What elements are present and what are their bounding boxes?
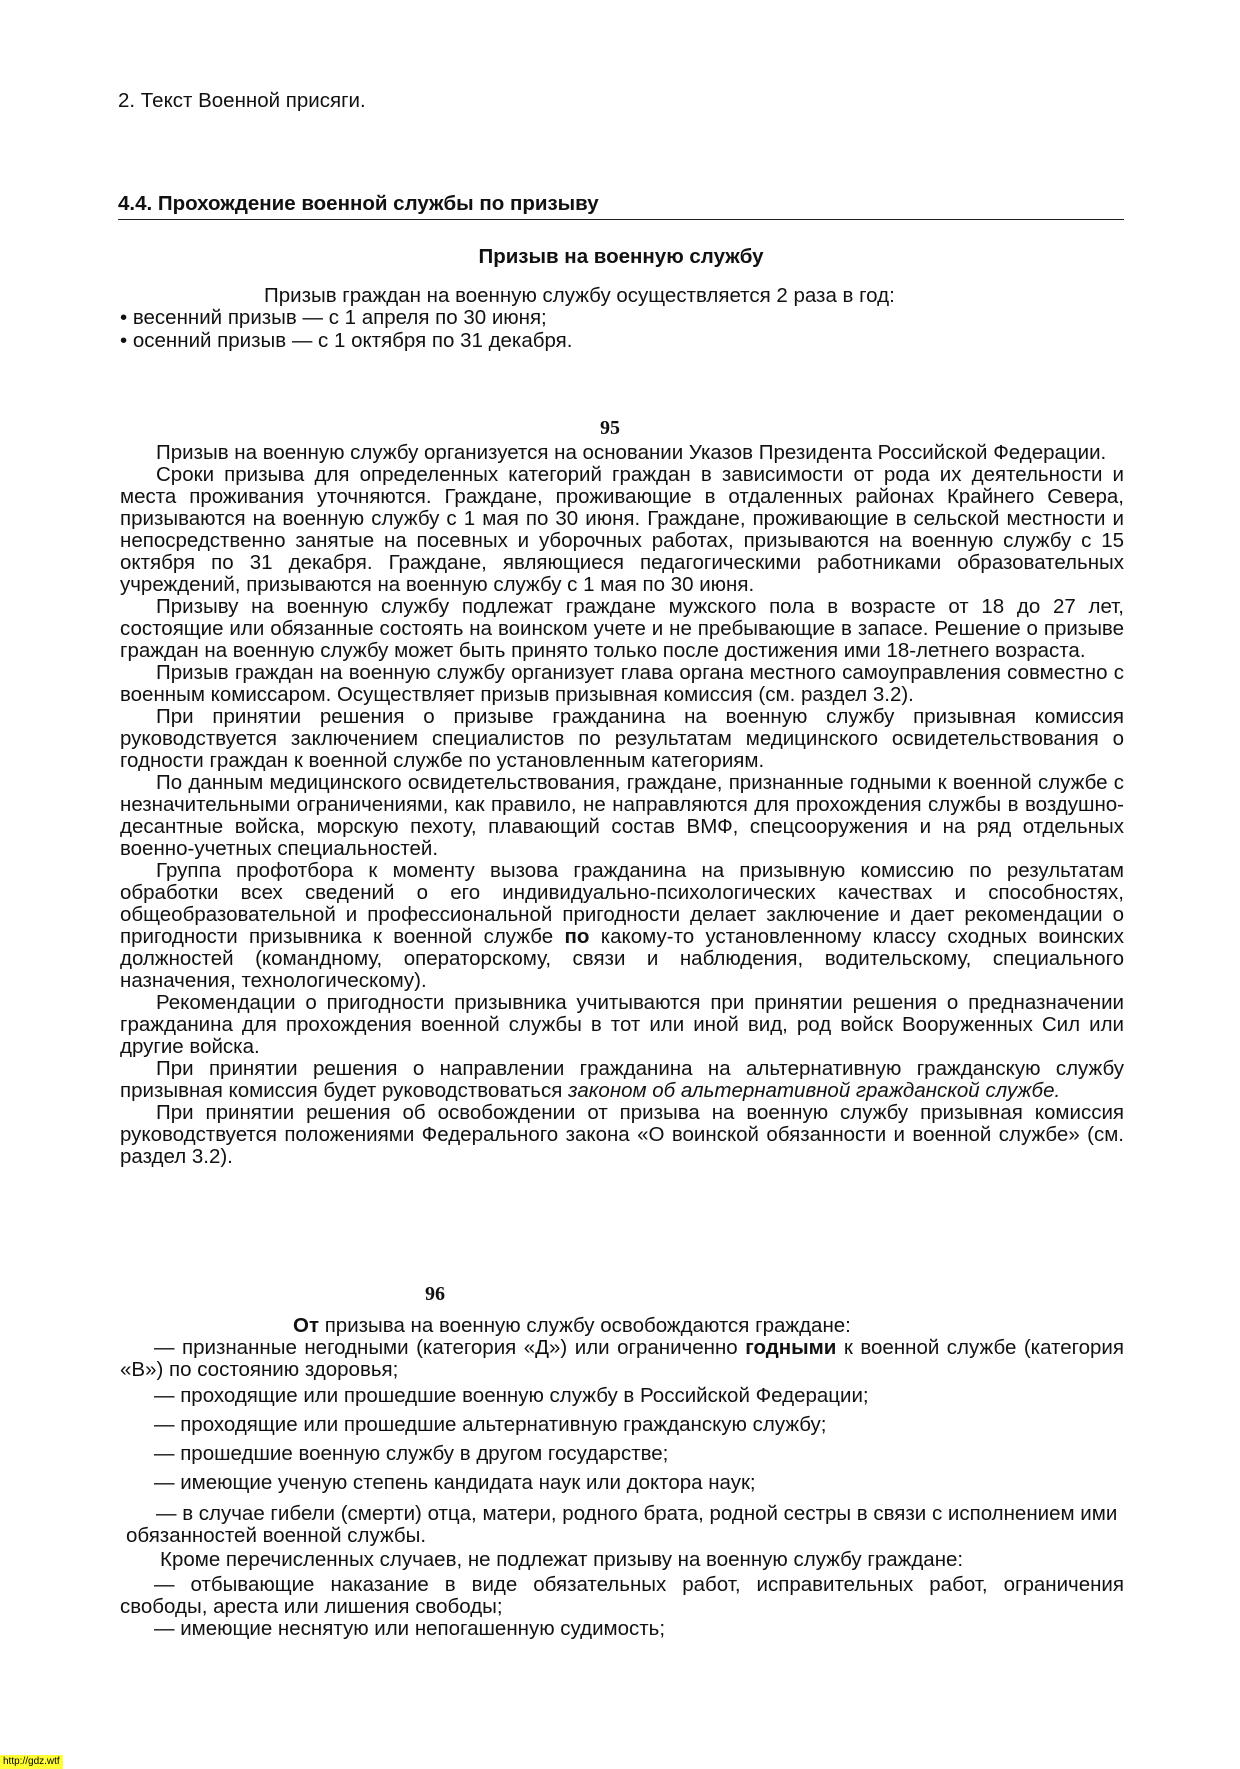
paragraph-recommendations: Рекомендации о пригодности призывника учитываются при принятии решения о предназначении гражданина для прохождения военной службы в тот или иной вид, род войск Вооруженных Сил или другие войска. <box>120 991 1124 1058</box>
not-subject-item-punishment: — отбывающие наказание в виде обязательных работ, исправительных работ, ограничения свободы, ареста или лишения свободы; <box>120 1573 1124 1618</box>
site-url-label: http://gdz.wtf <box>0 1755 63 1769</box>
list-item-oath-text: 2. Текст Военной присяги. <box>118 89 366 112</box>
exempt-item-alternative: — проходящие или прошедшие альтернативную гражданскую службу; <box>154 1413 827 1436</box>
exempt-item-other-state: — прошедшие военную службу в другом государстве; <box>154 1442 669 1465</box>
exempt-lead: От призыва на военную службу освобождаются граждане: <box>293 1314 851 1337</box>
bullet-autumn: • осенний призыв — с 1 октября по 31 декабря. <box>120 329 573 352</box>
not-subject-item-record: — имеющие неснятую или непогашенную судимость; <box>154 1617 666 1640</box>
page-number-96: 96 <box>425 1283 445 1305</box>
not-subject-lead: Кроме перечисленных случаев, не подлежат призыву на военную службу граждане: <box>160 1548 964 1571</box>
exempt-item-death: — в случае гибели (смерти) отца, матери, родного брата, родной сестры в связи с исполнением ими обязанностей военной службы. <box>126 1502 1118 1547</box>
paragraph-organization: Призыв граждан на военную службу организует глава органа местного самоуправления совместно с военным комиссаром. Осуществляет призыв призывная комиссия (см. раздел 3.2). <box>120 661 1124 706</box>
paragraph-exemption: При принятии решения об освобождении от призыва на военную службу призывная комиссия руководствуется положениями Федерального закона «О воинской обязанности и военной службе» (см. раздел 3.2). <box>120 1101 1124 1168</box>
exempt-item-health: — признанные негодными (категория «Д») или ограниченно годными к военной службе (категория «В») по состоянию здоровья; <box>120 1336 1124 1381</box>
paragraph-decree: Призыв на военную службу организуется на основании Указов Президента Российской Федерации. <box>156 441 1107 464</box>
exempt-item-degree: — имеющие ученую степень кандидата наук или доктора наук; <box>154 1471 756 1494</box>
paragraph-age: Призыву на военную службу подлежат граждане мужского пола в возрасте от 18 до 27 лет, состоящие или обязанные состоять на воинском учете и не пребывающие в запасе. Решение о призыве граждан на военную службу может быть принято только после достижения ими 18-летнего возраста. <box>120 595 1124 662</box>
paragraph-alternative: При принятии решения о направлении гражданина на альтернативную гражданскую службу призывная комиссия будет руководствоваться законом об альтернативной гражданской службе. <box>120 1057 1124 1102</box>
paragraph-terms: Сроки призыва для определенных категорий граждан в зависимости от рода их деятельности и места проживания уточняются. Граждане, проживающие в отдаленных районах Крайнего Севера, призываются на военную службу с 1 мая по 30 июня. Граждане, проживающие в сельской местности и непосредственно занятые на посевных и уборочных работах, призываются на военную службу с 15 октября по 31 декабря. Граждане, являющиеся педагогическими работниками образовательных учреждений, призываются на военную службу с 1 мая по 30 июня. <box>120 463 1124 596</box>
paragraph-limitations: По данным медицинского освидетельствования, граждане, признанные годными к военной службе с незначительными ограничениями, как правило, не направляются для прохождения службы в воздушно-десантные войска, морскую пехоту, плавающий состав ВМФ, спецсооружения и на ряд отдельных военно-учетных специальностей. <box>120 771 1124 860</box>
intro-lead: Призыв граждан на военную службу осуществляется 2 раза в год: <box>264 284 895 307</box>
bullet-spring: • весенний призыв — с 1 апреля по 30 июня; <box>120 306 547 329</box>
exempt-item-served-rf: — проходящие или прошедшие военную службу в Российской Федерации; <box>154 1384 869 1407</box>
paragraph-profselection: Группа профотбора к моменту вызова гражданина на призывную комиссию по результатам обработки всех сведений о его индивидуально-психологических качествах и способностях, общеобразовательной и профессиональной пригодности делает заключение и дает рекомендации о пригодности призывника к военной службе по какому-то установленному классу сходных воинских должностей (командному, операторскому, связи и наблюдения, водительскому, специального назначения, технологическому). <box>120 859 1124 992</box>
main-text-block <box>120 442 1124 1168</box>
page-number-95: 95 <box>600 417 620 439</box>
subheading: Призыв на военную службу <box>478 245 764 268</box>
heading-divider <box>118 219 1124 220</box>
paragraph-medical: При принятии решения о призыве гражданина на военную службу призывная комиссия руководствуется заключением специалистов по результатам медицинского освидетельствования о годности граждан к военной службе по установленным категориям. <box>120 705 1124 772</box>
section-heading: 4.4. Прохождение военной службы по призыву <box>118 192 599 215</box>
